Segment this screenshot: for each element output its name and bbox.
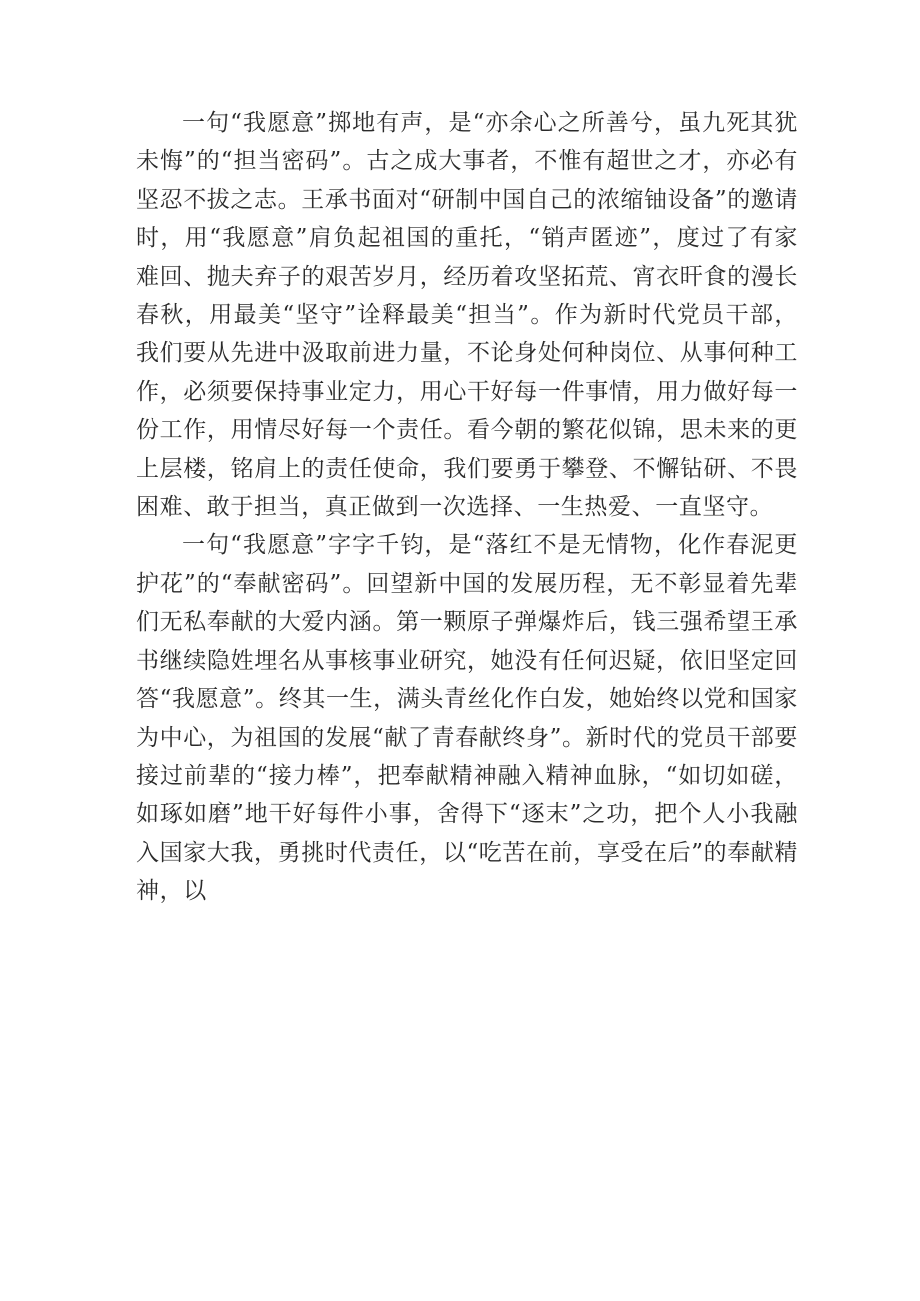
paragraph-1: 一句“我愿意”掷地有声，是“亦余心之所善兮，虽九死其犹未悔”的“担当密码”。古之成大事者，不惟有超世之才，亦必有坚忍不拔之志。王承书面对“研制中国自己的浓缩铀设备”的邀请时，用“我愿意”肩负起祖国的重托，“销声匿迹”，度过了有家难回、抛夫弃子的艰苦岁月，经历着攻坚拓荒、宵衣旰食的漫长春秋，用最美“坚守”诠释最美“担当”。作为新时代党员干部，我们要从先进中汲取前进力量，不论身处何种岗位、从事何种工作，必须要保持事业定力，用心干好每一件事情，用力做好每一份工作，用情尽好每一个责任。看今朝的繁花似锦，思未来的更上层楼，铭肩上的责任使命，我们要勇于攀登、不懈钻研、不畏困难、敢于担当，真正做到一次选择、一生热爱、一直坚守。 (136, 110, 798, 521)
document-body (136, 104, 798, 911)
paragraph-2: 一句“我愿意”字字千钧，是“落红不是无情物，化作春泥更护花”的“奉献密码”。回望新中国的发展历程，无不彰显着先辈们无私奉献的大爱内涵。第一颗原子弹爆炸后，钱三强希望王承书继续隐姓埋名从事核事业研究，她没有任何迟疑，依旧坚定回答“我愿意”。终其一生，满头青丝化作白发，她始终以党和国家为中心，为祖国的发展“献了青春献终身”。新时代的党员干部要接过前辈的“接力棒”，把奉献精神融入精神血脉，“如切如磋，如琢如磨”地干好每件小事，舍得下“逐末”之功，把个人小我融入国家大我，勇挑时代责任，以“吃苦在前，享受在后”的奉献精神，以 (136, 532, 798, 905)
